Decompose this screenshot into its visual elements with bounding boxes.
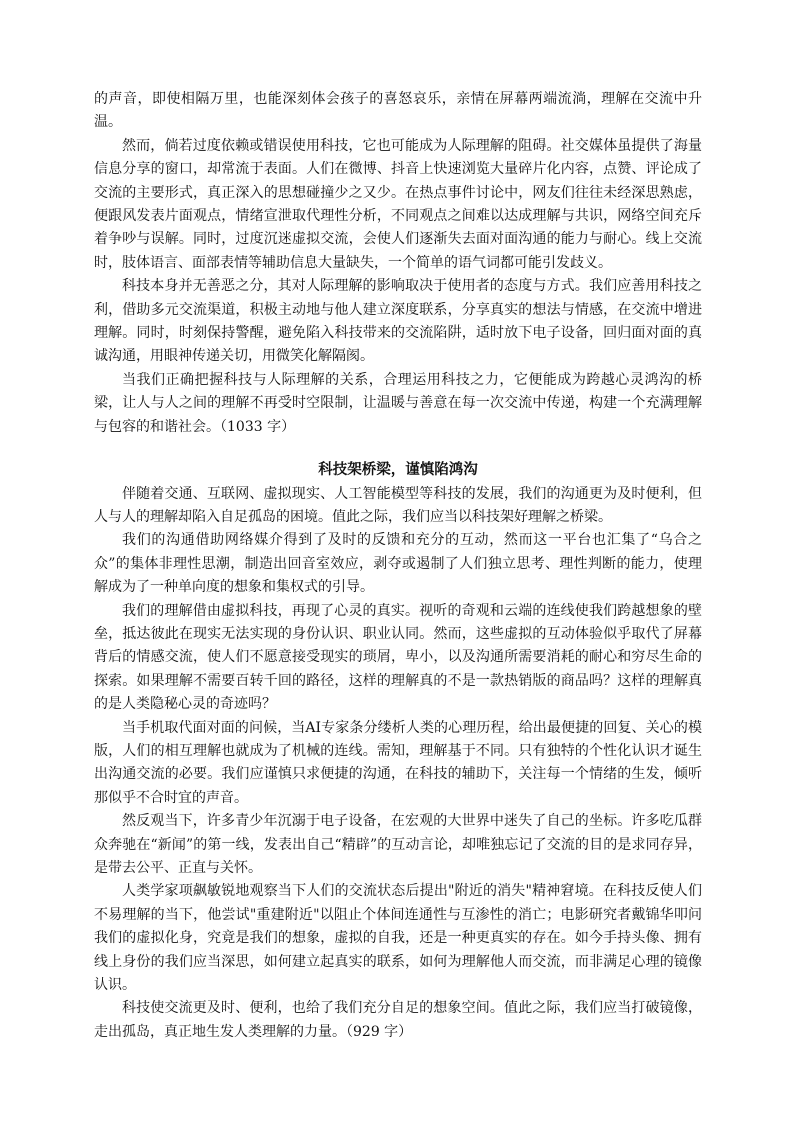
essay2-paragraph: 伴随着交通、互联网、虚拟现实、人工智能模型等科技的发展，我们的沟通更为及时便利，但人与人的理解却陷入自足孤岛的困境。值此之际，我们应当以科技架好理解之桥梁。 <box>94 485 702 525</box>
essay2-title: 科技架桥梁，谨慎陷鸿沟 <box>318 462 478 479</box>
essay1-paragraph: 科技本身并无善恶之分，其对人际理解的影响取决于使用者的态度与方式。我们应善用科技之利，借助多元交流渠道，积极主动地与他人建立深度联系，分享真实的想法与情感，在交流中增进理解。同时，时刻保持警醒，避免陷入科技带来的交流陷阱，适时放下电子设备，回归面对面的真诚沟通，用眼神传递关切，用微笑化解隔阂。 <box>94 278 702 365</box>
essay1-paragraph: 当我们正确把握科技与人际理解的关系，合理运用科技之力，它便能成为跨越心灵鸿沟的桥梁，让人与人之间的理解不再受时空限制，让温暖与善意在每一次交流中传递，构建一个充满理解与包容的和谐社会。（1033 字） <box>94 371 702 435</box>
essay1-paragraph-continued: 的声音，即使相隔万里，也能深刻体会孩子的喜怒哀乐，亲情在屏幕两端流淌，理解在交流中升温。 <box>94 91 702 131</box>
essay2-paragraph: 科技使交流更及时、便利，也给了我们充分自足的想象空间。值此之际，我们应当打破镜像，走出孤岛，真正地生发人类理解的力量。（929 字） <box>94 1000 702 1040</box>
essay2-paragraph: 人类学家项飙敏锐地观察当下人们的交流状态后提出"附近的消失"精神窘境。在科技反使人们不易理解的当下，他尝试"重建附近"以阻止个体间连通性与互渗性的消亡；电影研究者戴锦华叩问我们的虚拟化身，究竟是我们的想象，虚拟的自我，还是一种更真实的存在。如今手持头像、拥有线上身份的我们应当深思，如何建立起真实的联系，如何为理解他人而交流，而非满足心理的镜像认识。 <box>94 883 702 994</box>
essay2-paragraph: 我们的沟通借助网络媒介得到了及时的反馈和充分的互动，然而这一平台也汇集了“乌合之众”的集体非理性思潮，制造出回音室效应，剥夺或遏制了人们独立思考、理性判断的能力，使理解成为了一种单向度的想象和集权式的引导。 <box>94 532 702 596</box>
essay1-paragraph: 然而，倘若过度依赖或错误使用科技，它也可能成为人际理解的阻碍。社交媒体虽提供了海量信息分享的窗口，却常流于表面。人们在微博、抖音上快速浏览大量碎片化内容，点赞、评论成了交流的主要形式，真正深入的思想碰撞少之又少。在热点事件讨论中，网友们往往未经深思熟虑，便跟风发表片面观点，情绪宣泄取代理性分析，不同观点之间难以达成理解与共识，网络空间充斥着争吵与误解。同时，过度沉迷虚拟交流，会使人们逐渐失去面对面沟通的能力与耐心。线上交流时，肢体语言、面部表情等辅助信息大量缺失，一个简单的语气词都可能引发歧义。 <box>94 137 702 271</box>
essay2-paragraph: 然反观当下，许多青少年沉溺于电子设备，在宏观的大世界中迷失了自己的坐标。许多吃瓜群众奔驰在“新闻”的第一线，发表出自己“精辟”的互动言论，却唯独忘记了交流的目的是求同存异，是带去公平、正直与关怀。 <box>94 813 702 876</box>
essay2-paragraph: 我们的理解借由虚拟科技，再现了心灵的真实。视听的奇观和云端的连线使我们跨越想象的壁垒，抵达彼此在现实无法实现的身份认识、职业认同。然而，这些虚拟的互动体验似乎取代了屏幕背后的情感交流，使人们不愿意接受现实的琐屑，卑小，以及沟通所需要消耗的耐心和穷尽生命的探索。如果理解不需要百转千回的路径，这样的理解真的不是一款热销版的商品吗？这样的理解真的是人类隐秘心灵的奇迹吗？ <box>94 602 702 713</box>
section-spacer <box>94 439 702 459</box>
essay2-paragraph: 当手机取代面对面的问候，当AI专家条分缕析人类的心理历程，给出最便捷的回复、关心的模版，人们的相互理解也就成为了机械的连线。需知，理解基于不同。只有独特的个性化认识才诞生出沟通交流的必要。我们应谨慎只求便捷的沟通，在科技的辅助下，关注每一个情绪的生发，倾听那似乎不合时宜的声音。 <box>94 719 702 806</box>
document-body <box>94 88 702 1044</box>
